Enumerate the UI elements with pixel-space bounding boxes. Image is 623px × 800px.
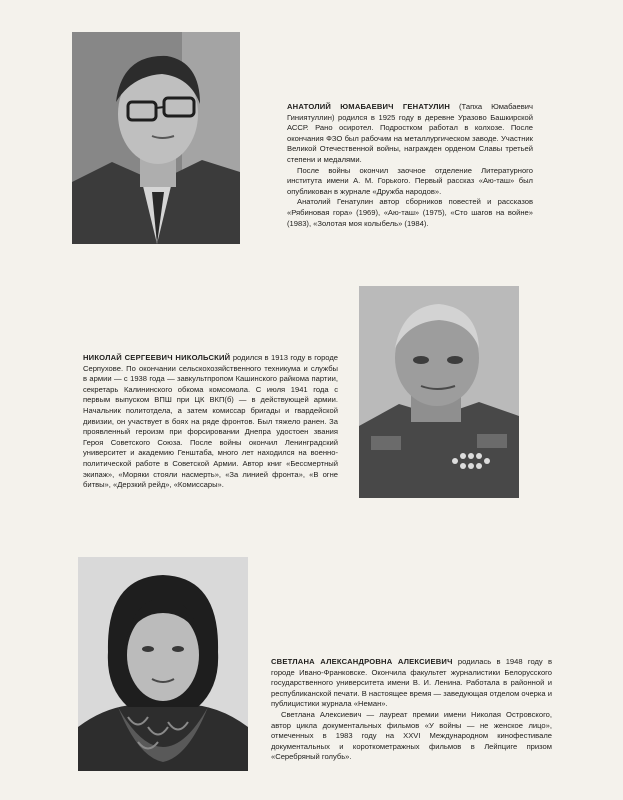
bio-name: СВЕТЛАНА АЛЕКСАНДРОВНА АЛЕКСИЕВИЧ bbox=[271, 657, 453, 666]
bio-nikolsky bbox=[83, 353, 338, 491]
portrait-photo-nikolsky bbox=[359, 286, 519, 498]
bio-paragraph: родилась в 1948 году в городе Ивано-Франковске. Окончила факультет журналистики Белорусского государственного университета имени В. И. Ленина. Работала в районной и республиканской печати. В настоящее время — заведующая отделом очерка и публицистики журнала «Неман». bbox=[271, 657, 552, 709]
bio-genatulin bbox=[287, 102, 533, 229]
bio-alexievich bbox=[271, 657, 552, 763]
portrait-photo-alexievich bbox=[78, 557, 248, 771]
bio-paragraph: Светлана Алексиевич — лауреат премии имени Николая Островского, автор цикла документальных фильмов «У войны — не женское лицо», отмеченных в 1983 году на XXVI Международном кинофестивале документальных и короткометражных фильмов в Лейпциге призом «Серебряный голубь». bbox=[271, 709, 552, 762]
bio-paragraph: Анатолий Генатулин автор сборников повестей и рассказов «Рябиновая гора» (1969), «Аю-таш» (1975), «Сто шагов на войне» (1983), «Золотая моя колыбель» (1984). bbox=[287, 197, 533, 228]
bio-paragraph: После войны окончил заочное отделение Литературного института имени А. М. Горького. Первый рассказ «Аю-таш» был опубликован в журнале «Дружба народов». bbox=[287, 165, 533, 196]
bio-paragraph: (Тапха Юмабаевич Гиниятуллин) родился в 1925 году в деревне Уразово Башкирской АССР. Рано осиротел. Подростком работал в колхозе. После окончания ФЗО был рабочим на металлургическом заводе. Участник Великой Отечественной войны, награжден орденом Славы третьей степени и медалями. bbox=[287, 102, 533, 164]
bio-name: НИКОЛАЙ СЕРГЕЕВИЧ НИКОЛЬСКИЙ bbox=[83, 353, 231, 362]
bio-name: АНАТОЛИЙ ЮМАБАЕВИЧ ГЕНАТУЛИН bbox=[287, 102, 451, 111]
bio-paragraph: родился в 1913 году в городе Серпухове. По окончании сельскохозяйственного техникума и службы в армии — с 1938 года — завкультпропом Кашинского райкома партии, секретарь Калининского обкома комсомола. С июля 1941 года с первым выпуском ВПШ при ЦК ВКП(б) — в действующей армии. Начальник политотдела, а затем комиссар бригады и гвардейской дивизии, он участвует в боях на ряде фронтов. Был тяжело ранен. За проявленный героизм при форсировании Днепра удостоен звания Героя Советского Союза. После войны окончил Ленинградский университет и академию Генштаба, много лет находился на военно-политической работе в Советской Армии. Автор книг «Бессмертный экипаж», «Моряки стояли насмерть», «За линией фронта», «В огне битвы», «Дерзкий рейд», «Комиссары». bbox=[83, 353, 339, 490]
portrait-photo-genatulin bbox=[72, 32, 240, 244]
